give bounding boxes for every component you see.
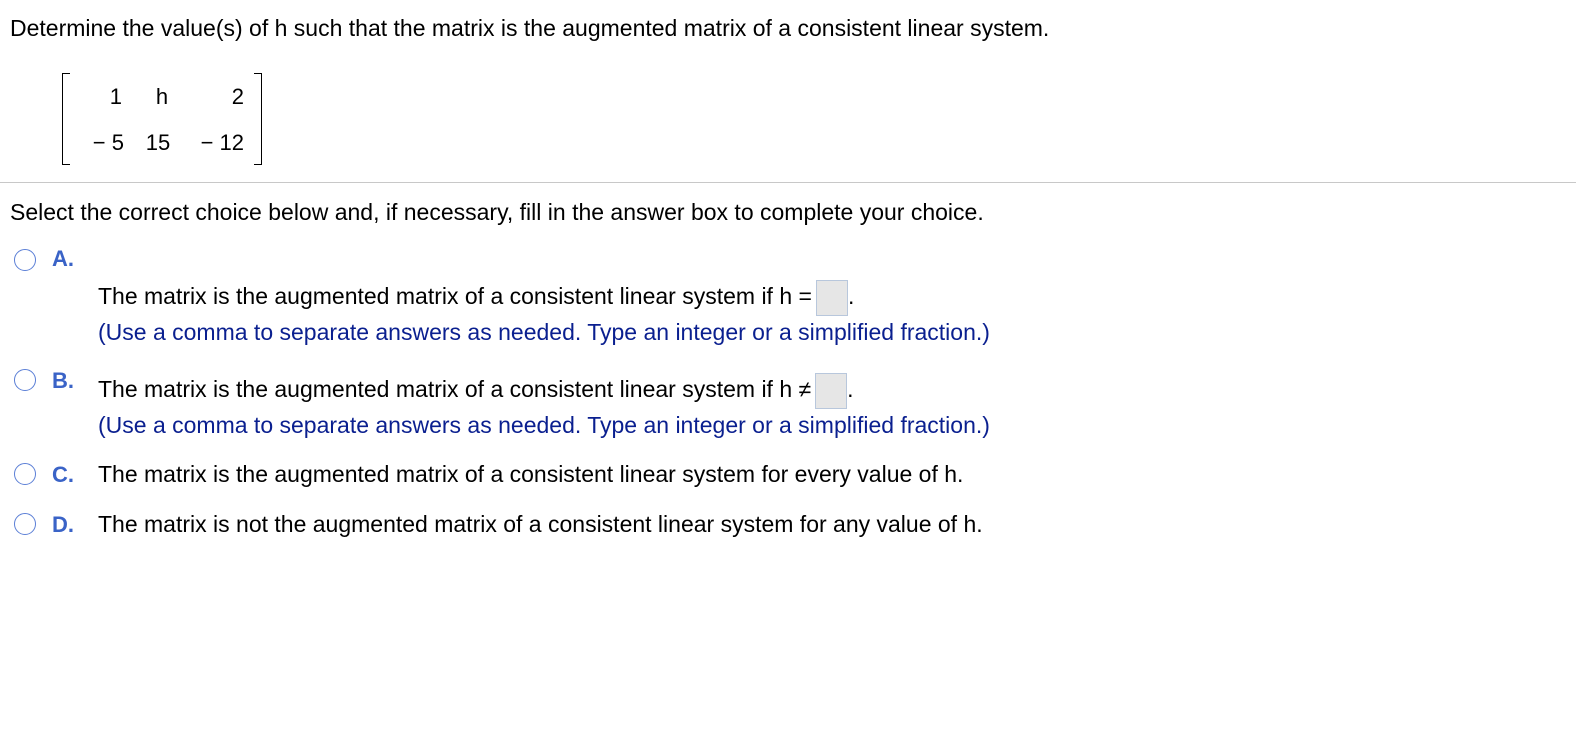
section-divider [0,182,1576,183]
choice-b-text-line [98,373,854,409]
matrix-cell-r2c1: − 5 [92,130,124,155]
choice-a-letter: A. [52,246,74,271]
choice-b-hint: (Use a comma to separate answers as needed. Type an integer or a simplified fraction.) [98,412,990,438]
matrix-cell-r2c3: − 12 [200,130,244,155]
choice-a-text-line [98,280,854,316]
choice-c-letter: C. [52,462,74,487]
question-prompt: Determine the value(s) of h such that the matrix is the augmented matrix of a consistent linear system. [10,15,1050,41]
radio-choice-c[interactable] [14,463,36,485]
matrix-right-bracket [254,73,262,165]
radio-choice-b[interactable] [14,369,36,391]
matrix-left-bracket [62,73,70,165]
choice-c-text: The matrix is the augmented matrix of a consistent linear system for every value of h. [98,461,964,487]
matrix-cell-r1c2: h [155,84,169,109]
choice-b-text: The matrix is the augmented matrix of a consistent linear system if h ≠ [98,376,812,403]
augmented-matrix [58,73,268,165]
choice-b-letter: B. [52,368,74,393]
choice-d-letter: D. [52,512,74,537]
answer-box-a[interactable] [816,280,848,316]
matrix-cell-r2c2: 15 [145,130,171,155]
choice-a-hint: (Use a comma to separate answers as needed. Type an integer or a simplified fraction.) [98,319,990,345]
radio-choice-a[interactable] [14,249,36,271]
choice-b-period: . [847,376,854,403]
instruction-text: Select the correct choice below and, if necessary, fill in the answer box to complete your choice. [10,199,984,225]
answer-box-b[interactable] [815,373,847,409]
choice-a-period: . [847,283,855,310]
matrix-cell-r1c3: 2 [231,84,244,109]
matrix-cell-r1c1: 1 [109,84,122,109]
choice-d-text: The matrix is not the augmented matrix of a consistent linear system for any value of h. [98,511,983,537]
radio-choice-d[interactable] [14,513,36,535]
choice-a-text: The matrix is the augmented matrix of a consistent linear system if h = [98,283,812,310]
